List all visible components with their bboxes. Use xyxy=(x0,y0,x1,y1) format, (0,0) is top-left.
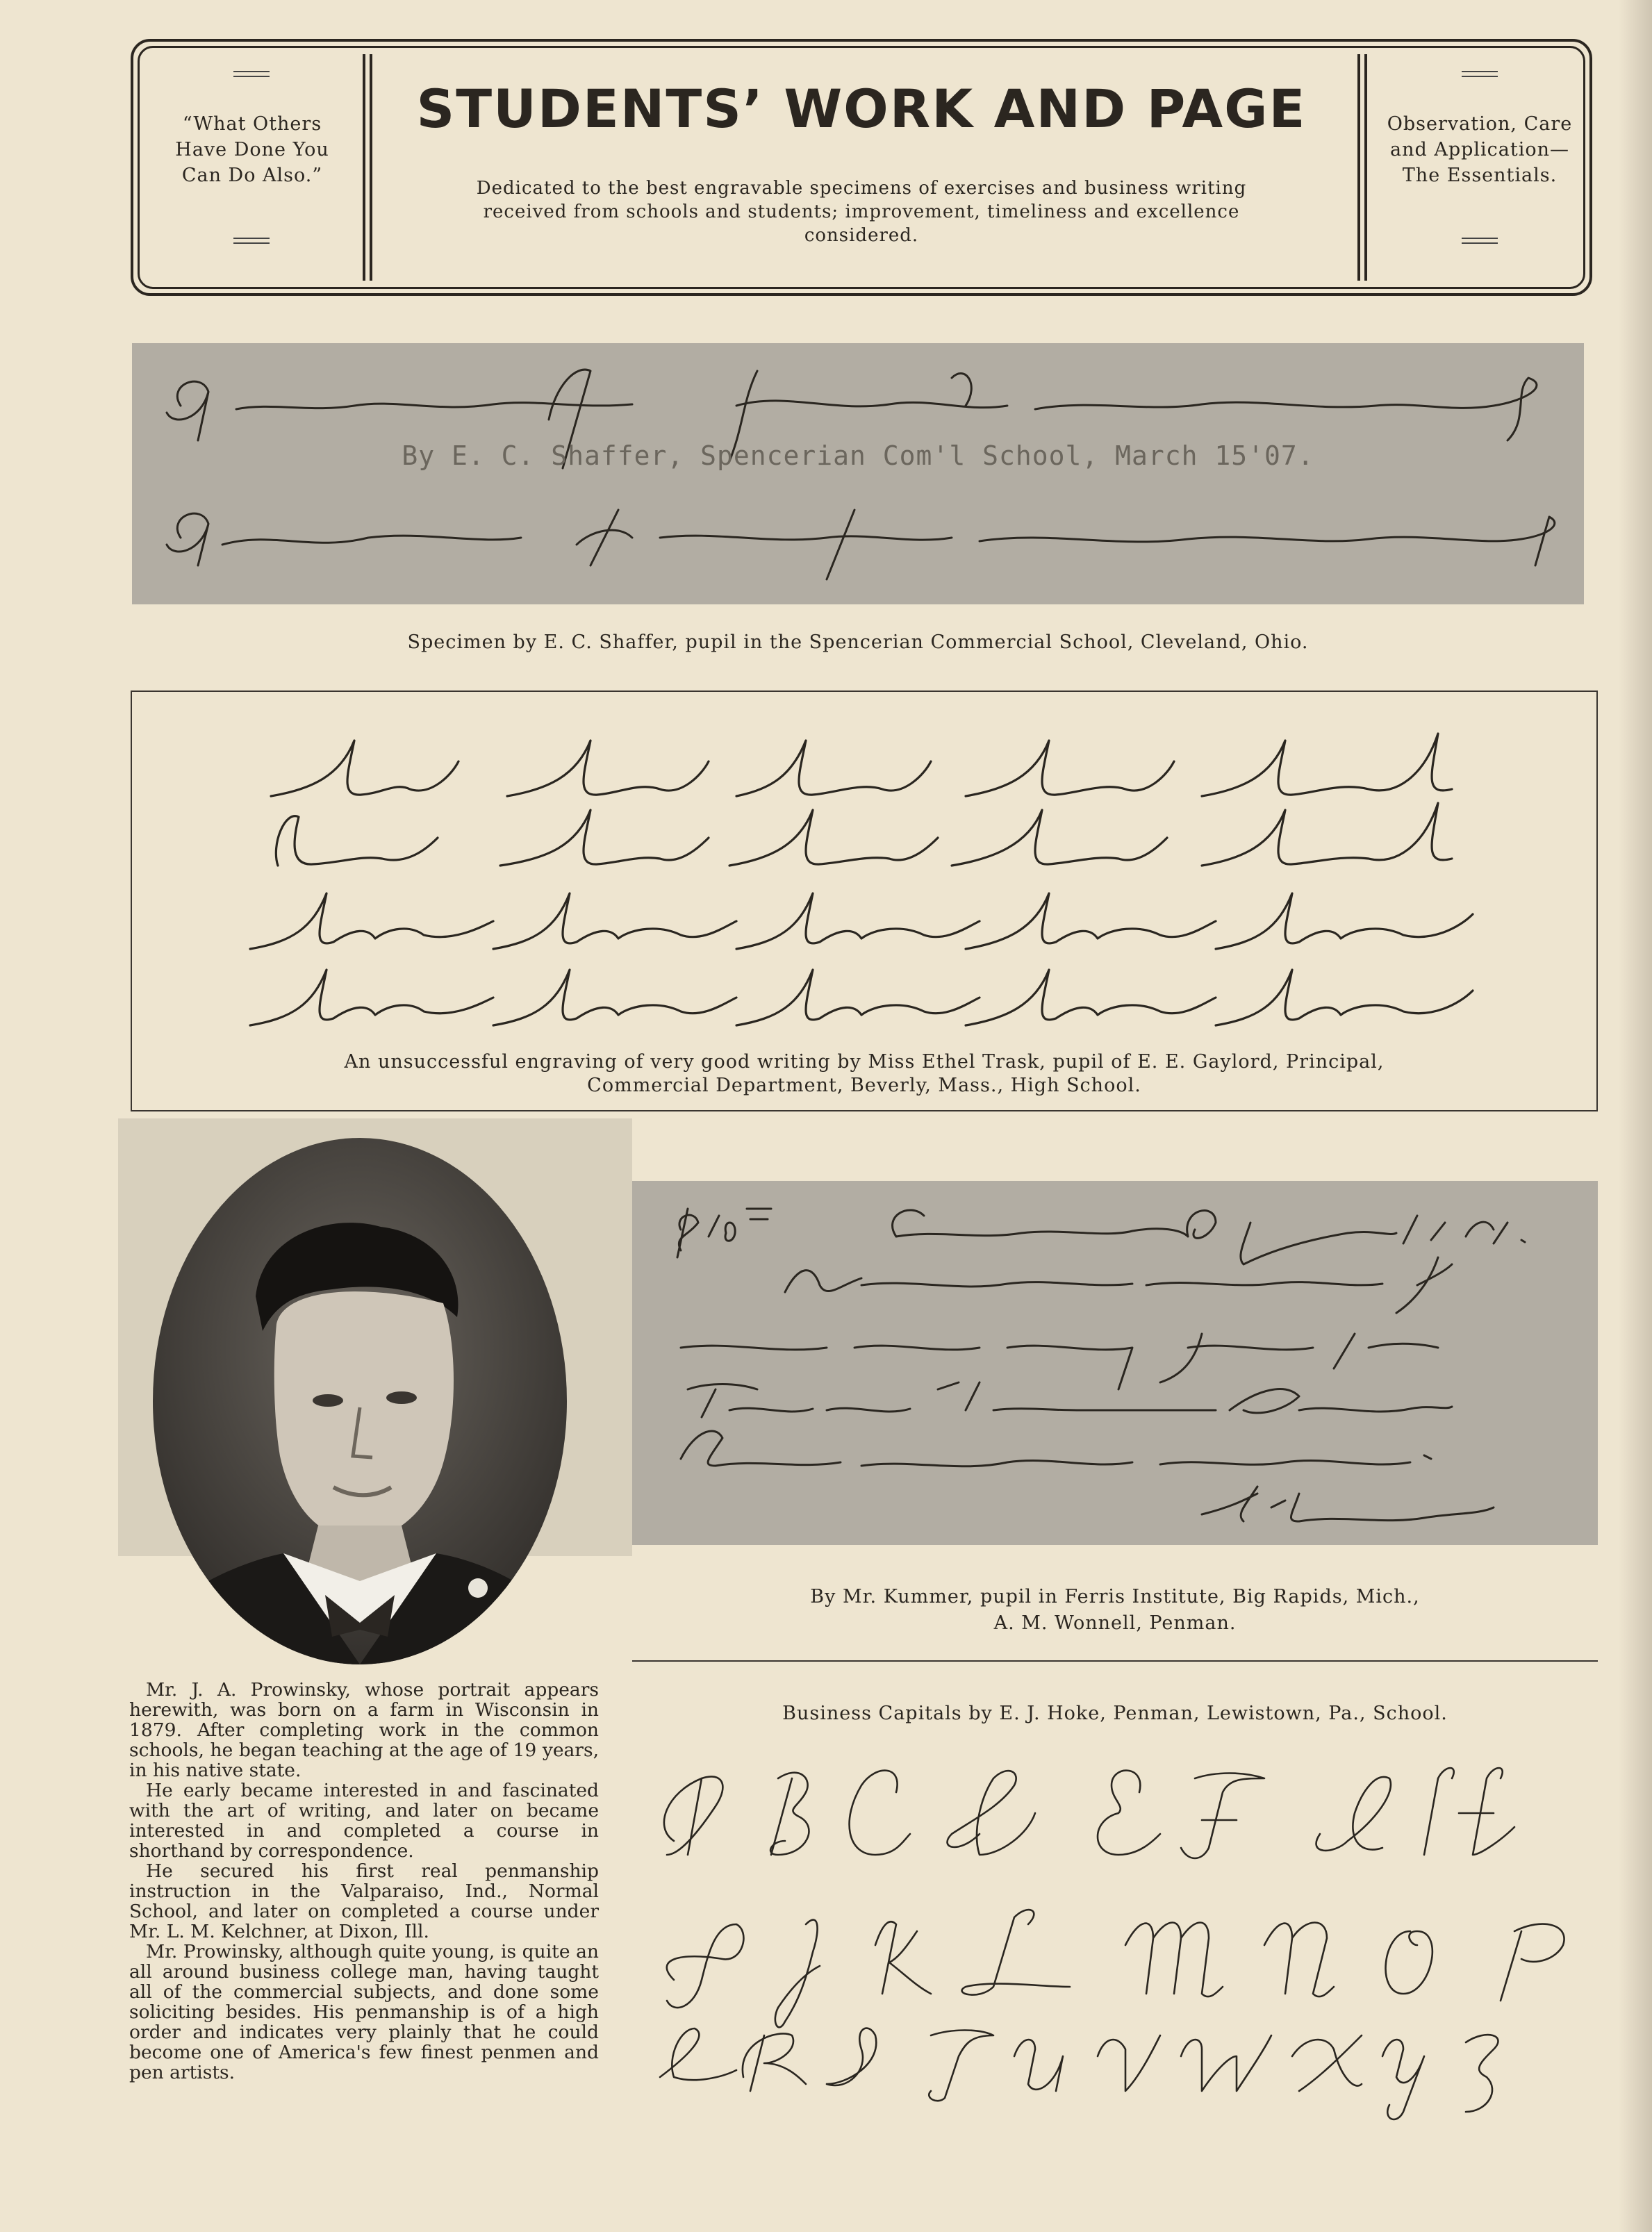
capitals-script xyxy=(639,1751,1591,2112)
specimen-1-panel xyxy=(132,343,1584,604)
header-divider-right xyxy=(1357,54,1360,281)
ornament-dash xyxy=(233,238,270,244)
page-edge-shadow xyxy=(1619,0,1652,2232)
bio-paragraph: He early became interested in and fascinated with the art of writing, and later on became interested in and completed a course in shorthand by correspondence. xyxy=(129,1780,599,1862)
note-caption-1: By Mr. Kummer, pupil in Ferris Institute, Big Rapids, Mich., xyxy=(810,1586,1420,1607)
capitals-caption: Business Capitals by E. J. Hoke, Penman, Lewistown, Pa., School. xyxy=(782,1703,1448,1724)
specimen-1-caption: Specimen by E. C. Shaffer, pupil in the Spencerian Commercial School, Cleveland, Ohio. xyxy=(407,631,1309,653)
header-divider-left xyxy=(363,54,365,281)
header-left-quote: “What Others Have Done You Can Do Also.” xyxy=(175,113,329,186)
specimen-2-caption-2: Commercial Department, Beverly, Mass., High School. xyxy=(587,1075,1141,1096)
note-caption-2: A. M. Wonnell, Penman. xyxy=(993,1612,1237,1634)
specimen-1-script-line-2 xyxy=(132,343,1584,604)
bio-paragraph: Mr. Prowinsky, although quite young, is quite an all around business college man, having taught all of the commercial subjects, and done some soliciting besides. His penmanship is of a high order and indicates very plainly that he could become one of America's few finest penmen and pen artists. xyxy=(129,1941,599,2083)
bio-paragraph: Mr. J. A. Prowinsky, whose portrait appears herewith, was born on a farm in Wisconsin in 1879. After completing work in the common schools, he began teaching at the age of 19 years, in his native state. xyxy=(129,1679,599,1781)
section-divider xyxy=(632,1660,1598,1662)
note-panel xyxy=(632,1181,1598,1545)
ornament-dash xyxy=(1462,71,1498,77)
specimen-2-box xyxy=(131,691,1598,1111)
specimen-2-caption-1: An unsuccessful engraving of very good writing by Miss Ethel Trask, pupil of E. E. Gaylord, Principal, xyxy=(344,1051,1385,1073)
portrait-photo xyxy=(151,1136,568,1666)
header-dedication: Dedicated to the best engravable specimens of exercises and business writing received from schools and students; improvement, timeliness and excellence considered. xyxy=(476,178,1247,246)
header-divider-right-2 xyxy=(1364,54,1367,281)
bio-paragraph: He secured his first real penmanship instruction in the Valparaiso, Ind., Normal School, and later on completed a course under Mr. L. M. Kelchner, at Dixon, Ill. xyxy=(129,1860,599,1942)
header-divider-left-2 xyxy=(370,54,372,281)
portrait-bio xyxy=(129,1680,599,2083)
note-script xyxy=(632,1181,1598,1545)
specimen-1-byline: By E. C. Shaffer, Spencerian Com'l School, March 15'07. xyxy=(402,440,1314,471)
ornament-dash xyxy=(233,71,270,77)
page-title: STUDENTS’ WORK AND PAGE xyxy=(416,78,1307,140)
ornament-dash xyxy=(1462,238,1498,244)
specimen-2-script xyxy=(132,692,1596,1018)
header-right-quote: Observation, Care and Application—The Essentials. xyxy=(1387,113,1573,186)
